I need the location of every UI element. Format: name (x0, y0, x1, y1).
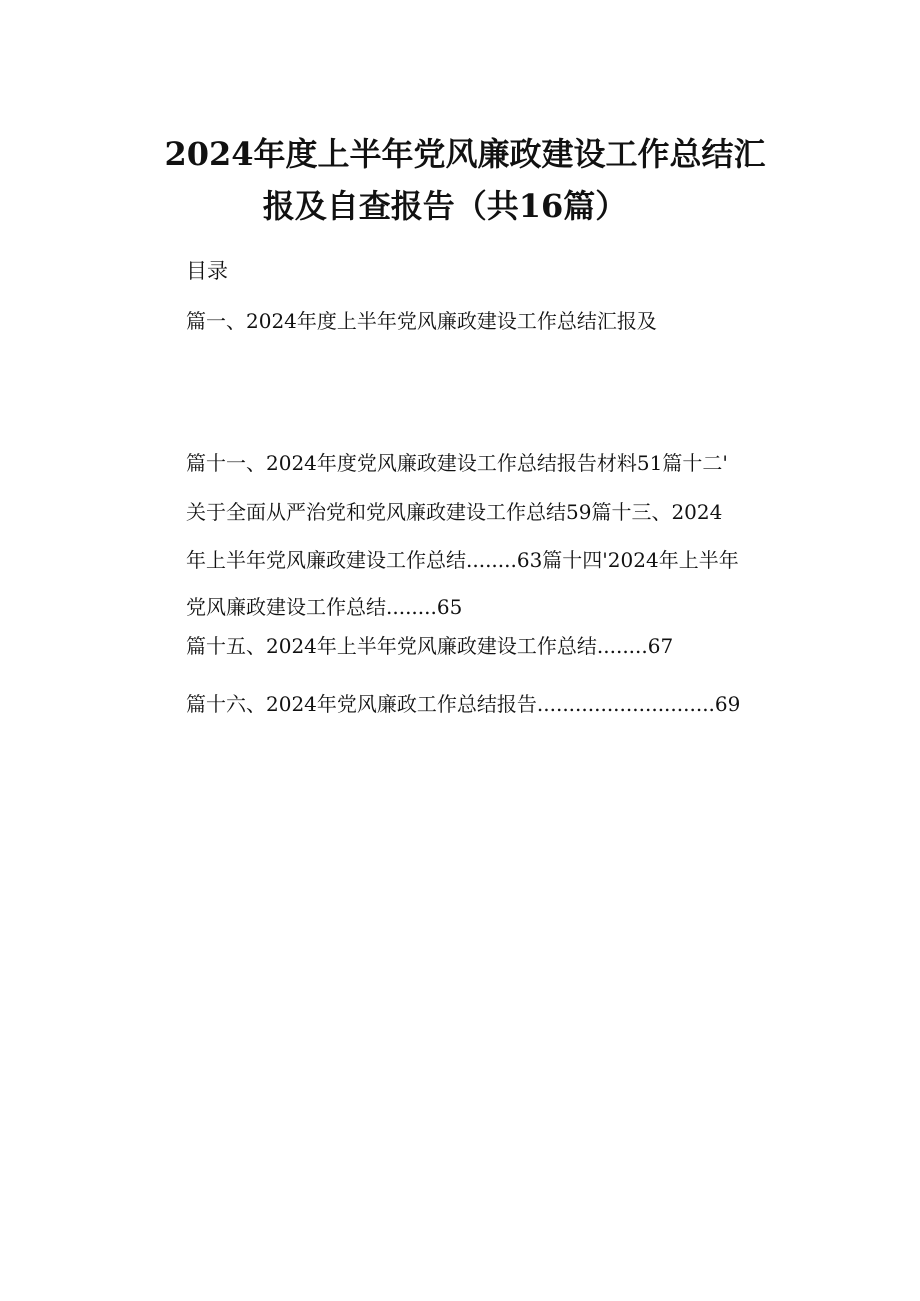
toc-heading: 目录 (186, 259, 228, 283)
toc-entry[interactable]: 篇一、2024年度上半年党风廉政建设工作总结汇报及 (186, 309, 657, 333)
toc-entry[interactable]: 篇十六、2024年党风廉政工作总结报告............................69 (186, 692, 741, 716)
document-title (0, 128, 920, 232)
title-line-2: 报及自查报告（共16篇） (262, 187, 628, 225)
title-line-1: 2024年度上半年党风廉政建设工作总结汇 (164, 135, 766, 173)
toc-entry[interactable]: 年上半年党风廉政建设工作总结........63篇十四'2024年上半年 (186, 548, 739, 572)
toc-entry[interactable]: 篇十一、2024年度党风廉政建设工作总结报告材料51篇十二' (186, 451, 728, 475)
toc-entry[interactable]: 关于全面从严治党和党风廉政建设工作总结59篇十三、2024 (186, 500, 723, 524)
toc-entry[interactable]: 党风廉政建设工作总结........65 (186, 595, 463, 619)
toc-entry[interactable]: 篇十五、2024年上半年党风廉政建设工作总结........67 (186, 634, 674, 658)
